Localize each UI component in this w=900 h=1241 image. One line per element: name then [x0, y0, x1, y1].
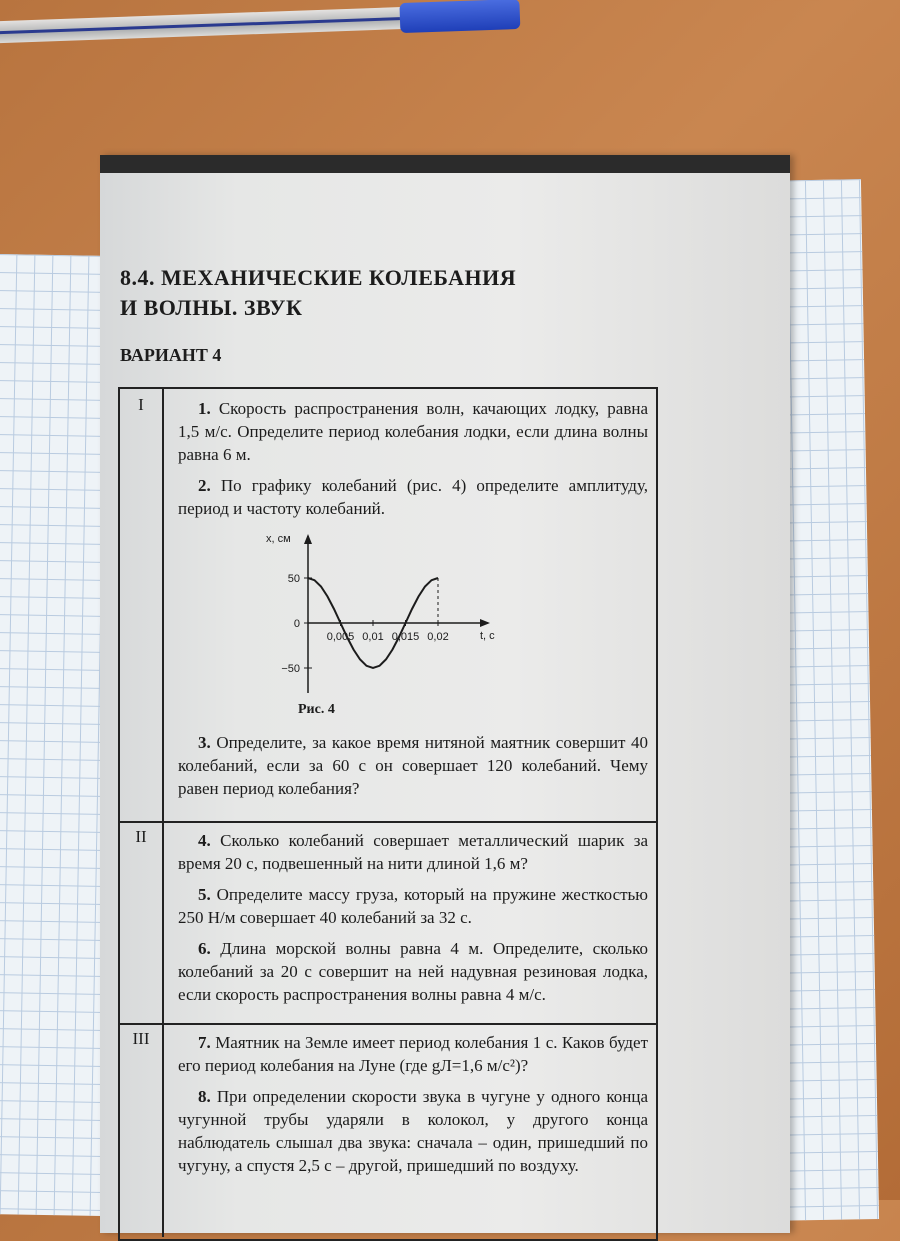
task-2: 2. По графику колебаний (рис. 4) определите амплитуду, период и частоту колебаний.: [178, 476, 648, 518]
y-tick-label: 50: [287, 573, 300, 585]
section-heading: [120, 263, 516, 323]
section-content: [178, 829, 648, 1014]
y-axis-label: x, см: [266, 533, 291, 545]
section-row-1: [120, 389, 656, 823]
y-tick-label: −50: [281, 663, 300, 675]
worksheet-page: [100, 155, 790, 1233]
variant-title: ВАРИАНТ 4: [120, 345, 222, 365]
x-axis-label: t, с: [480, 630, 495, 642]
section-label: I: [120, 389, 164, 821]
pen: [0, 0, 540, 48]
section-content: [178, 1031, 648, 1185]
section-content: [178, 397, 648, 808]
task-5: 5. Определите массу груза, который на пружине жесткостью 250 Н/м совершает 40 колебаний за 32 с.: [178, 885, 648, 927]
figure-caption: Рис. 4: [298, 702, 335, 717]
section-label: III: [120, 1023, 164, 1237]
task-6: 6. Длина морской волны равна 4 м. Определите, сколько колебаний за 20 с совершит на ней надувная резиновая лодка, если скорость распространения волны равна 4 м/с.: [178, 939, 649, 1004]
section-row-2: [120, 821, 656, 1025]
section-label: II: [120, 821, 164, 1023]
tasks-table: [118, 387, 658, 1241]
task-1: 1. Скорость распространения волн, качающих лодку, равна 1,5 м/с. Определите период колебания лодки, если длина волны равна 6 м.: [178, 399, 648, 464]
pen-cap: [399, 0, 520, 33]
x-axis-arrow: [480, 619, 490, 627]
section-row-3: [120, 1023, 656, 1237]
task-3: 3. Определите, за какое время нитяной маятник совершит 40 колебаний, если за 60 с он совершает 120 колебаний. Чему равен период колебания?: [178, 733, 648, 798]
x-tick-label: 0,01: [362, 631, 384, 643]
heading-line-1: 8.4. МЕХАНИЧЕСКИЕ КОЛЕБАНИЯ: [120, 265, 517, 290]
heading-line-2: И ВОЛНЫ. ЗВУК: [120, 295, 303, 320]
oscillation-graph: [248, 528, 508, 698]
y-axis-arrow: [304, 534, 312, 544]
task-7: 7. Маятник на Земле имеет период колебания 1 с. Каков будет его период колебания на Луне (где gЛ=1,6 м/с²)?: [178, 1033, 649, 1075]
x-tick-label: 0,015: [391, 631, 420, 643]
x-tick-label: 0,02: [427, 631, 449, 643]
x-tick-label: 0,005: [326, 631, 355, 643]
y-tick-label: 0: [293, 618, 300, 630]
task-8: 8. При определении скорости звука в чугуне у одного конца чугунной трубы ударяли в колокол, у другого конца наблюдатель слышал два звука: сначала – один, пришедший по чугуну, а спустя 2,5 с – другой, пришедший по воздуху.: [178, 1087, 649, 1175]
task-4: 4. Сколько колебаний совершает металлический шарик за время 20 с, подвешенный на нити длиной 1,6 м?: [178, 831, 648, 873]
